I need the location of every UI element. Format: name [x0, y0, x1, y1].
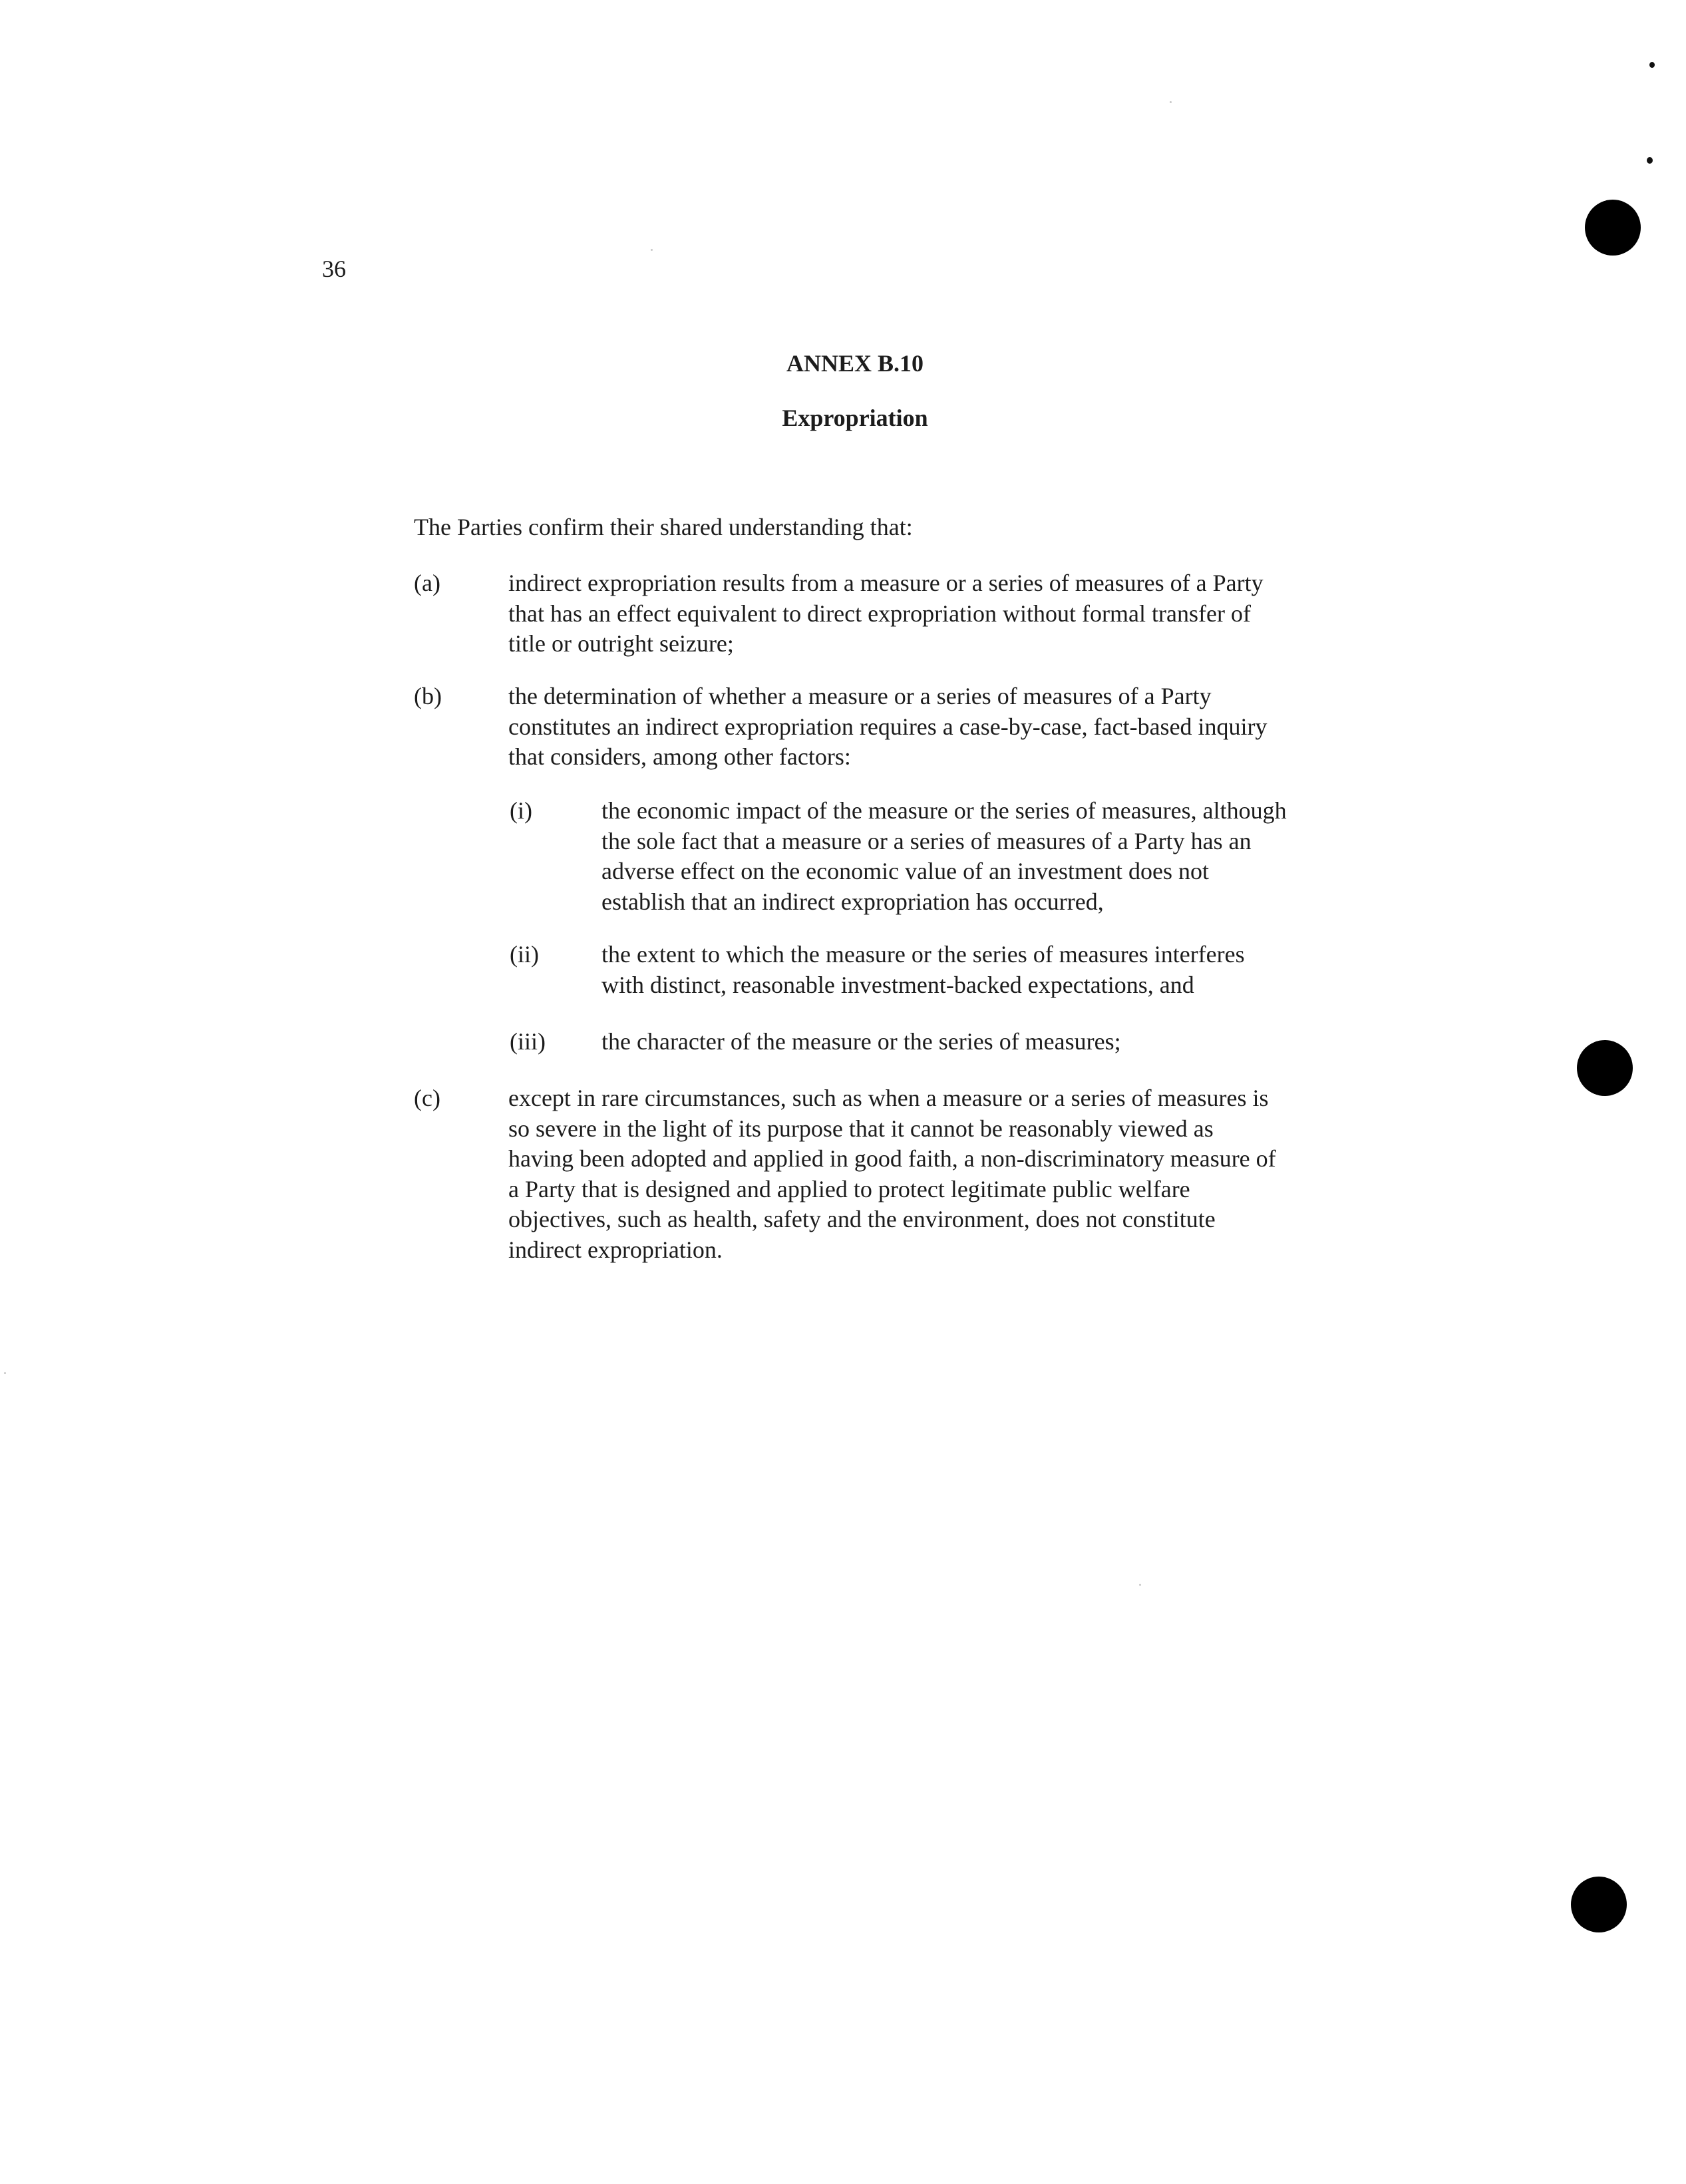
text-line: a Party that is designed and applied to protect legitimate public welfare: [508, 1175, 1190, 1202]
text-line: establish that an indirect expropriation has occurred,: [601, 888, 1104, 915]
text-line: the character of the measure or the series of measures;: [601, 1028, 1121, 1055]
paragraph-label: (b): [414, 683, 442, 709]
text-line: indirect expropriation.: [508, 1236, 723, 1263]
text-line: the economic impact of the measure or the series of measures, although: [601, 797, 1287, 824]
scan-dust: [1139, 1584, 1141, 1586]
intro-text: The Parties confirm their shared understanding that:: [414, 514, 913, 540]
text-line: the determination of whether a measure or a series of measures of a Party: [508, 683, 1212, 709]
text-line: title or outright seizure;: [508, 630, 734, 657]
text-line: that considers, among other factors:: [508, 743, 851, 770]
text-line: adverse effect on the economic value of an investment does not: [601, 858, 1210, 884]
punch-hole: [1585, 200, 1641, 256]
text-line: objectives, such as health, safety and the environment, does not constitute: [508, 1206, 1216, 1232]
text-line: with distinct, reasonable investment-backed expectations, and: [601, 971, 1194, 998]
scan-dust: [4, 1372, 6, 1374]
scan-dust: [1170, 101, 1172, 103]
annex-heading: ANNEX B.10: [786, 350, 924, 377]
paragraph-text: [508, 568, 1264, 659]
text-line: the extent to which the measure or the series of measures interferes: [601, 941, 1245, 968]
subparagraph-text: [601, 1027, 1121, 1057]
subparagraph-label: (ii): [510, 941, 539, 968]
annex-title: Expropriation: [782, 405, 928, 431]
paragraph-text: [508, 681, 1267, 773]
subparagraph-label: (iii): [510, 1028, 546, 1055]
text-line: the sole fact that a measure or a series of measures of a Party has an: [601, 827, 1252, 854]
paragraph-label: (a): [414, 570, 440, 596]
scan-dust: [651, 249, 653, 251]
text-line: having been adopted and applied in good faith, a non-discriminatory measure of: [508, 1145, 1276, 1172]
text-line: indirect expropriation results from a measure or a series of measures of a Party: [508, 570, 1264, 596]
page-number: 36: [322, 256, 346, 282]
subparagraph-label: (i): [510, 797, 532, 824]
text-line: so severe in the light of its purpose that it cannot be reasonably viewed as: [508, 1115, 1214, 1142]
subparagraph-text: [601, 796, 1287, 917]
text-line: that has an effect equivalent to direct expropriation without formal transfer of: [508, 600, 1251, 627]
scan-speck: [1649, 62, 1655, 68]
text-line: constitutes an indirect expropriation requires a case-by-case, fact-based inquiry: [508, 713, 1267, 740]
punch-hole: [1571, 1877, 1627, 1932]
subparagraph-text: [601, 940, 1245, 1000]
scan-speck: [1647, 157, 1653, 164]
punch-hole: [1577, 1040, 1633, 1096]
paragraph-label: (c): [414, 1085, 440, 1111]
paragraph-text: [508, 1083, 1276, 1265]
text-line: except in rare circumstances, such as when a measure or a series of measures is: [508, 1085, 1269, 1111]
